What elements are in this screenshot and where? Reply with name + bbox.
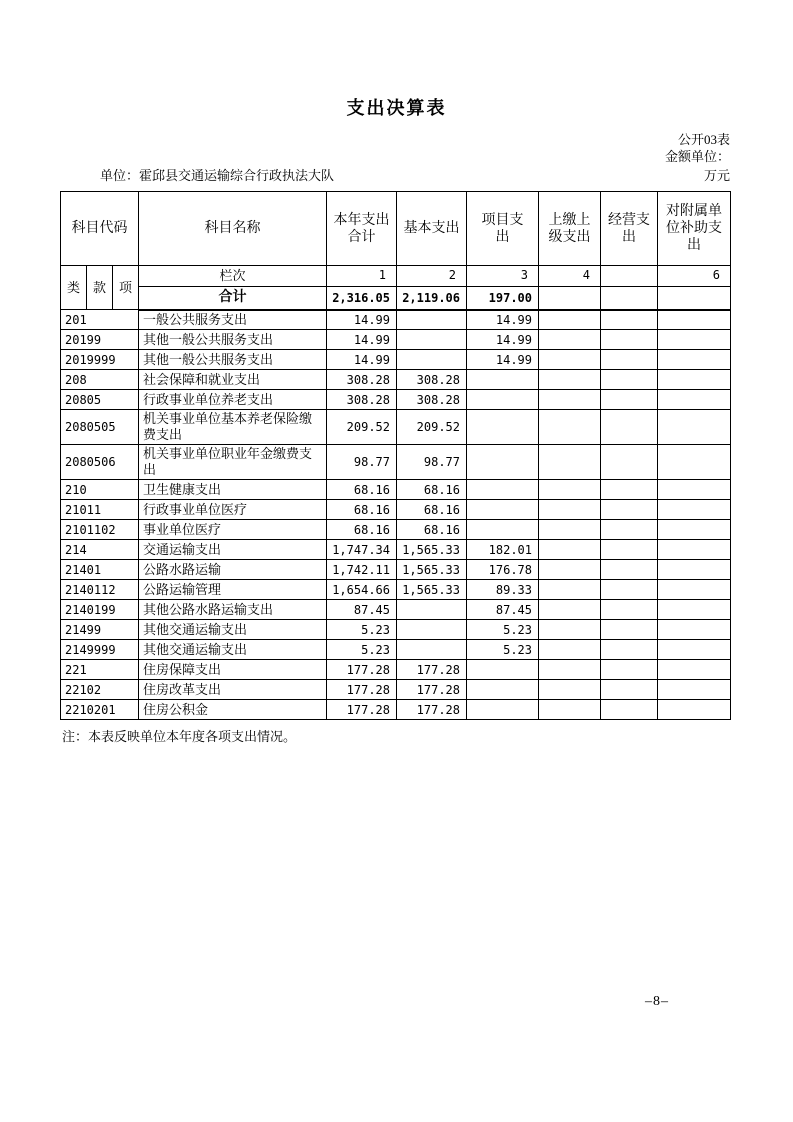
- cell-project: 5.23: [467, 620, 539, 640]
- cell-operating: [601, 410, 658, 445]
- cell-upper: [539, 350, 601, 370]
- cell-basic: 68.16: [397, 520, 467, 540]
- cell-name: 住房公积金: [139, 700, 327, 720]
- cell-basic: [397, 330, 467, 350]
- cell-code: 208: [61, 370, 139, 390]
- table-row: [61, 560, 731, 580]
- table-row: [61, 620, 731, 640]
- cell-subsidy: [658, 600, 731, 620]
- cell-total: 14.99: [327, 330, 397, 350]
- cell-project: [467, 680, 539, 700]
- header-year-total: [327, 192, 397, 266]
- cell-upper: [539, 520, 601, 540]
- cell-name: 住房改革支出: [139, 680, 327, 700]
- header-operating-label: 经营支出: [607, 212, 650, 245]
- cell-project: 182.01: [467, 540, 539, 560]
- table-row: [61, 660, 731, 680]
- cell-project: [467, 660, 539, 680]
- cell-code: 22102: [61, 680, 139, 700]
- cell-operating: [601, 700, 658, 720]
- total-label: 合计: [139, 286, 327, 309]
- cell-code: 2210201: [61, 700, 139, 720]
- cell-project: [467, 445, 539, 480]
- cell-total: 68.16: [327, 500, 397, 520]
- cell-name: 机关事业单位基本养老保险缴费支出: [139, 410, 327, 445]
- cell-basic: 68.16: [397, 500, 467, 520]
- cell-code: 210: [61, 480, 139, 500]
- amount-unit-label: 金额单位：: [664, 149, 730, 164]
- cell-operating: [601, 310, 658, 330]
- header-subject-name: [139, 192, 327, 266]
- cell-total: 177.28: [327, 680, 397, 700]
- cell-operating: [601, 445, 658, 480]
- table-row: [61, 700, 731, 720]
- cell-basic: [397, 620, 467, 640]
- cell-operating: [601, 580, 658, 600]
- cell-total: 177.28: [327, 700, 397, 720]
- cell-basic: [397, 600, 467, 620]
- cell-basic: 1,565.33: [397, 560, 467, 580]
- table-row: [61, 680, 731, 700]
- cell-total: 209.52: [327, 410, 397, 445]
- cell-operating: [601, 680, 658, 700]
- cell-upper: [539, 310, 601, 330]
- cell-subsidy: [658, 480, 731, 500]
- header-to-upper-label: 上缴上级支出: [548, 212, 591, 245]
- cell-subsidy: [658, 660, 731, 680]
- header-subject-code: [61, 192, 139, 266]
- header-operating: [601, 192, 658, 266]
- cell-subsidy: [658, 350, 731, 370]
- cell-code: 2101102: [61, 520, 139, 540]
- cell-name: 机关事业单位职业年金缴费支出: [139, 445, 327, 480]
- cell-total: 87.45: [327, 600, 397, 620]
- cell-name: 行政事业单位医疗: [139, 500, 327, 520]
- cell-name: 社会保障和就业支出: [139, 370, 327, 390]
- cell-subsidy: [658, 500, 731, 520]
- cell-project: 5.23: [467, 640, 539, 660]
- total-subsidy: [658, 286, 731, 309]
- cell-operating: [601, 560, 658, 580]
- cell-project: [467, 520, 539, 540]
- cell-total: 1,747.34: [327, 540, 397, 560]
- header-subsidy: [658, 192, 731, 266]
- cell-code: 20805: [61, 390, 139, 410]
- cell-total: 14.99: [327, 350, 397, 370]
- cell-upper: [539, 445, 601, 480]
- cell-basic: 68.16: [397, 480, 467, 500]
- cell-project: 89.33: [467, 580, 539, 600]
- cell-code: 20199: [61, 330, 139, 350]
- cell-name: 公路运输管理: [139, 580, 327, 600]
- cell-upper: [539, 500, 601, 520]
- cell-upper: [539, 370, 601, 390]
- column-index-6: 6: [658, 266, 731, 287]
- cell-total: 1,654.66: [327, 580, 397, 600]
- table-row: [61, 600, 731, 620]
- cell-upper: [539, 540, 601, 560]
- table-row: [61, 520, 731, 540]
- cell-name: 其他一般公共服务支出: [139, 330, 327, 350]
- cell-total: 68.16: [327, 480, 397, 500]
- cell-operating: [601, 540, 658, 560]
- cell-upper: [539, 330, 601, 350]
- cell-basic: 177.28: [397, 680, 467, 700]
- cell-basic: 308.28: [397, 370, 467, 390]
- cell-operating: [601, 330, 658, 350]
- table-row: [61, 410, 731, 445]
- cell-project: 14.99: [467, 330, 539, 350]
- cell-project: [467, 700, 539, 720]
- cell-total: 308.28: [327, 370, 397, 390]
- table-row: [61, 640, 731, 660]
- cell-subsidy: [658, 520, 731, 540]
- org-unit-line: [100, 165, 730, 184]
- cell-name: 交通运输支出: [139, 540, 327, 560]
- cell-subsidy: [658, 330, 731, 350]
- cell-subsidy: [658, 580, 731, 600]
- doc-meta: [665, 131, 730, 165]
- page-title: 支出决算表: [346, 98, 447, 118]
- cell-operating: [601, 660, 658, 680]
- doc-code: 公开03表: [677, 132, 730, 147]
- cell-subsidy: [658, 700, 731, 720]
- cell-subsidy: [658, 410, 731, 445]
- cell-project: [467, 500, 539, 520]
- cell-total: 14.99: [327, 310, 397, 330]
- cell-basic: 177.28: [397, 700, 467, 720]
- column-index-5: [601, 266, 658, 287]
- cell-subsidy: [658, 370, 731, 390]
- code-part-category: 类: [66, 280, 80, 295]
- cell-code: 2140199: [61, 600, 139, 620]
- cell-upper: [539, 700, 601, 720]
- cell-name: 住房保障支出: [139, 660, 327, 680]
- header-subject-code-label: 科目代码: [71, 221, 128, 236]
- cell-upper: [539, 410, 601, 445]
- cell-upper: [539, 620, 601, 640]
- cell-project: [467, 480, 539, 500]
- cell-operating: [601, 620, 658, 640]
- cell-subsidy: [658, 680, 731, 700]
- expenditure-table-wrap: [60, 191, 731, 720]
- cell-basic: 1,565.33: [397, 540, 467, 560]
- cell-code: 2149999: [61, 640, 139, 660]
- cell-subsidy: [658, 640, 731, 660]
- cell-subsidy: [658, 310, 731, 330]
- header-to-upper: [539, 192, 601, 266]
- cell-upper: [539, 600, 601, 620]
- table-row: [61, 350, 731, 370]
- cell-name: 卫生健康支出: [139, 480, 327, 500]
- cell-name: 一般公共服务支出: [139, 310, 327, 330]
- cell-total: 98.77: [327, 445, 397, 480]
- cell-subsidy: [658, 540, 731, 560]
- cell-operating: [601, 390, 658, 410]
- table-body: [61, 310, 731, 720]
- column-index-4: 4: [539, 266, 601, 287]
- cell-project: 14.99: [467, 350, 539, 370]
- cell-total: 5.23: [327, 620, 397, 640]
- cell-operating: [601, 350, 658, 370]
- header-project-label: 项目支出: [481, 212, 524, 245]
- cell-upper: [539, 660, 601, 680]
- table-row: [61, 445, 731, 480]
- cell-subsidy: [658, 390, 731, 410]
- cell-operating: [601, 600, 658, 620]
- cell-upper: [539, 560, 601, 580]
- cell-code: 221: [61, 660, 139, 680]
- cell-project: 87.45: [467, 600, 539, 620]
- column-index-2: 2: [397, 266, 467, 287]
- code-parts-group: [61, 266, 138, 309]
- header-subsidy-label: 对附属单位补助支出: [666, 204, 722, 253]
- table-row: [61, 580, 731, 600]
- cell-subsidy: [658, 620, 731, 640]
- table-row: [61, 330, 731, 350]
- cell-operating: [601, 480, 658, 500]
- column-index-3: 3: [467, 266, 539, 287]
- cell-operating: [601, 520, 658, 540]
- cell-upper: [539, 390, 601, 410]
- cell-basic: [397, 310, 467, 330]
- header-code-parts: [61, 266, 139, 310]
- column-index-label: 栏次: [139, 266, 327, 287]
- header-year-total-label: 本年支出合计: [333, 212, 390, 245]
- table-row: [61, 370, 731, 390]
- total-to-upper: [539, 286, 601, 309]
- cell-basic: 1,565.33: [397, 580, 467, 600]
- footnote: 注：本表反映单位本年度各项支出情况。: [62, 729, 297, 744]
- header-basic: [397, 192, 467, 266]
- cell-code: 21401: [61, 560, 139, 580]
- expenditure-table: [60, 191, 731, 720]
- cell-name: 事业单位医疗: [139, 520, 327, 540]
- table-row: [61, 540, 731, 560]
- cell-project: [467, 390, 539, 410]
- cell-total: 1,742.11: [327, 560, 397, 580]
- cell-name: 公路水路运输: [139, 560, 327, 580]
- cell-operating: [601, 640, 658, 660]
- cell-operating: [601, 500, 658, 520]
- cell-name: 其他一般公共服务支出: [139, 350, 327, 370]
- header-row-main: [61, 192, 731, 266]
- cell-subsidy: [658, 560, 731, 580]
- header-row-index: [61, 266, 731, 287]
- cell-total: 5.23: [327, 640, 397, 660]
- page-number: –8–: [645, 994, 669, 1009]
- cell-name: 其他公路水路运输支出: [139, 600, 327, 620]
- total-operating: [601, 286, 658, 309]
- header-project: [467, 192, 539, 266]
- cell-upper: [539, 580, 601, 600]
- cell-name: 其他交通运输支出: [139, 620, 327, 640]
- cell-upper: [539, 480, 601, 500]
- code-part-section: 款: [86, 266, 112, 309]
- cell-basic: 177.28: [397, 660, 467, 680]
- cell-upper: [539, 680, 601, 700]
- cell-project: 176.78: [467, 560, 539, 580]
- total-project: 197.00: [467, 286, 539, 309]
- table-row: [61, 310, 731, 330]
- org-name: 单位：霍邱县交通运输综合行政执法大队: [100, 168, 335, 183]
- cell-basic: 98.77: [397, 445, 467, 480]
- cell-upper: [539, 640, 601, 660]
- cell-project: [467, 410, 539, 445]
- cell-name: 行政事业单位养老支出: [139, 390, 327, 410]
- cell-code: 2080506: [61, 445, 139, 480]
- cell-basic: [397, 350, 467, 370]
- table-row: [61, 480, 731, 500]
- cell-operating: [601, 370, 658, 390]
- cell-code: 21499: [61, 620, 139, 640]
- cell-project: 14.99: [467, 310, 539, 330]
- cell-code: 21011: [61, 500, 139, 520]
- table-row: [61, 390, 731, 410]
- header-subject-name-label: 科目名称: [204, 221, 261, 236]
- cell-basic: [397, 640, 467, 660]
- cell-basic: 209.52: [397, 410, 467, 445]
- amount-unit-value: 万元: [703, 168, 730, 183]
- column-index-1: 1: [327, 266, 397, 287]
- cell-code: 2019999: [61, 350, 139, 370]
- table-row: [61, 500, 731, 520]
- cell-total: 177.28: [327, 660, 397, 680]
- cell-code: 2080505: [61, 410, 139, 445]
- total-year-total: 2,316.05: [327, 286, 397, 309]
- cell-basic: 308.28: [397, 390, 467, 410]
- cell-code: 214: [61, 540, 139, 560]
- cell-subsidy: [658, 445, 731, 480]
- total-row: [61, 286, 731, 309]
- cell-name: 其他交通运输支出: [139, 640, 327, 660]
- code-part-item: 项: [112, 266, 138, 309]
- cell-code: 201: [61, 310, 139, 330]
- cell-code: 2140112: [61, 580, 139, 600]
- cell-project: [467, 370, 539, 390]
- total-basic: 2,119.06: [397, 286, 467, 309]
- cell-total: 68.16: [327, 520, 397, 540]
- cell-total: 308.28: [327, 390, 397, 410]
- header-basic-label: 基本支出: [403, 221, 460, 236]
